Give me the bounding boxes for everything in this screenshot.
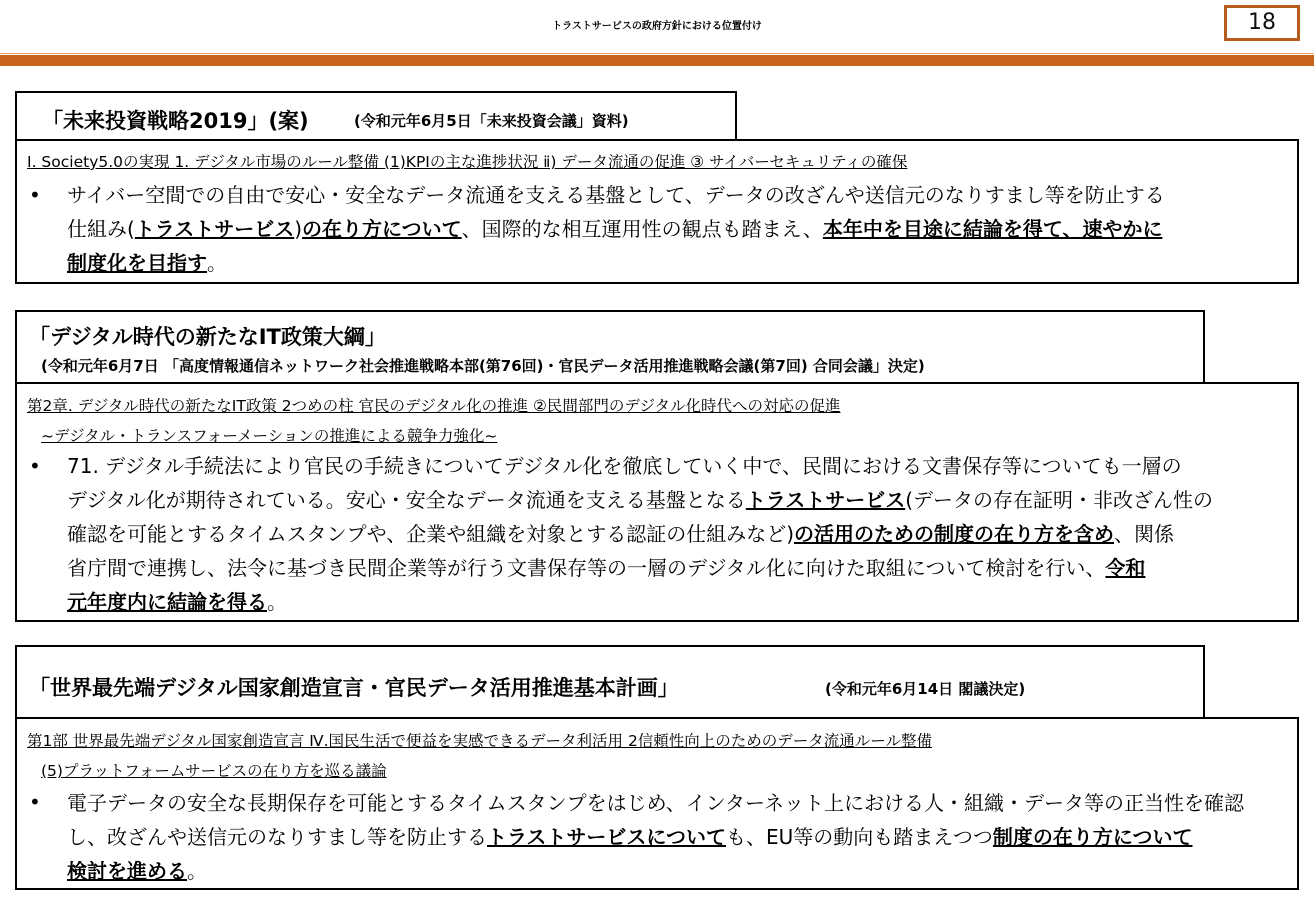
section-2-body [15, 382, 1299, 622]
body-text: し、改ざんや送信元のなりすまし等を防止する [67, 825, 487, 849]
emphasis-text: の活用のための制度の在り方を含め [794, 522, 1115, 546]
emphasis-text: 元年度内に結論を得る [67, 590, 267, 614]
body-text: デジタル化が期待されている。安心・安全なデータ流通を支える基盤となる [67, 488, 746, 512]
body-text: 71. デジタル手続法により官民の手続きについてデジタル化を徹底していく中で、民間における文書保存等についても一層の [67, 454, 1182, 478]
paragraph-line [67, 246, 1165, 280]
section-2-header [15, 310, 1205, 384]
body-text: 、関係 [1114, 522, 1175, 546]
section-3-reference: 第1部 世界最先端デジタル国家創造宣言 Ⅳ.国民生活で便益を実感できるデータ利活用 2信頼性向上のためのデータ流通ルール整備 [27, 732, 932, 750]
section-2-title: 「デジタル時代の新たなIT政策大綱」 [29, 325, 386, 349]
section-1-reference: Ⅰ. Society5.0の実現 1. デジタル市場のルール整備 (1)KPIの主な進捗状況 ⅱ) データ流通の促進 ③ サイバーセキュリティの確保 [27, 153, 908, 171]
section-1-bullet: • [29, 183, 41, 207]
section-3-header [15, 645, 1205, 719]
paragraph-line [67, 212, 1165, 246]
title-rule [0, 55, 1314, 66]
page-title: トラストサービスの政府方針における位置付け [552, 21, 762, 32]
section-1-paragraph [67, 178, 1165, 280]
section-1-title: 「未来投資戦略2019」(案) [42, 109, 309, 133]
emphasis-text: 制度の在り方について [992, 825, 1193, 849]
body-text: サイバー空間での自由で安心・安全なデータ流通を支える基盤として、データの改ざんや送信元のなりすまし等を防止する [67, 183, 1165, 207]
body-text: 、国際的な相互運用性の観点も踏まえ、 [461, 217, 823, 241]
body-text: 省庁間で連携し、法令に基づき民間企業等が行う文書保存等の一層のデジタル化に向けた取組について検討を行い、 [67, 556, 1106, 580]
emphasis-text: 制度化を目指す [67, 251, 207, 275]
body-text: (データの存在証明・非改ざん性の [905, 488, 1214, 512]
page-number: 18 [1224, 5, 1300, 41]
section-2-reference: 第2章. デジタル時代の新たなIT政策 2つめの柱 官民のデジタル化の推進 ②民間部門のデジタル化時代への対応の促進 [27, 397, 841, 415]
paragraph-line [67, 786, 1244, 820]
paragraph-line [67, 854, 1244, 888]
emphasis-text: 令和 [1105, 556, 1146, 580]
emphasis-text: 検討を進める [67, 859, 187, 883]
section-1-subtitle: (令和元年6月5日「未来投資会議」資料) [354, 112, 629, 130]
paragraph-line [67, 449, 1213, 483]
paragraph-line [67, 551, 1213, 585]
section-2-reference-sub: ~デジタル・トランスフォーメーションの推進による競争力強化~ [41, 427, 498, 445]
body-text: 。 [207, 251, 227, 275]
emphasis-text: トラストサービスについて [487, 825, 726, 849]
emphasis-text: トラストサービス [745, 488, 906, 512]
section-3-subtitle: (令和元年6月14日 閣議決定) [825, 680, 1026, 698]
paragraph-line [67, 517, 1213, 551]
section-2-paragraph [67, 449, 1213, 619]
body-text: 。 [187, 859, 207, 883]
paragraph-line [67, 178, 1165, 212]
body-text: も、EU等の動向も踏まえつつ [726, 825, 993, 849]
section-1-body [15, 139, 1299, 284]
emphasis-text: トラストサービス [134, 217, 295, 241]
body-text: ) [294, 217, 303, 241]
section-2-bullet: • [29, 454, 41, 478]
body-text: 電子データの安全な長期保存を可能とするタイムスタンプをはじめ、インターネット上における人・組織・データ等の正当性を確認 [67, 791, 1244, 815]
section-2-subtitle: (令和元年6月7日 「高度情報通信ネットワーク社会推進戦略本部(第76回)・官民データ活用推進戦略会議(第7回) 合同会議」決定) [41, 357, 925, 375]
body-text: 確認を可能とするタイムスタンプや、企業や組織を対象とする認証の仕組みなど) [67, 522, 795, 546]
section-3-reference-sub: (5)プラットフォームサービスの在り方を巡る議論 [41, 762, 387, 780]
title-rule-highlight [0, 53, 1314, 54]
section-3-bullet: • [29, 790, 41, 814]
body-text: 。 [267, 590, 287, 614]
body-text: 仕組み( [67, 217, 135, 241]
emphasis-text: の在り方について [302, 217, 462, 241]
paragraph-line [67, 585, 1213, 619]
emphasis-text: 本年中を目途に結論を得て、速やかに [822, 217, 1163, 241]
section-3-paragraph [67, 786, 1244, 888]
section-1-header [15, 91, 737, 141]
section-3-body [15, 717, 1299, 890]
section-3-title: 「世界最先端デジタル国家創造宣言・官民データ活用推進基本計画」 [29, 676, 679, 700]
paragraph-line [67, 820, 1244, 854]
paragraph-line [67, 483, 1213, 517]
